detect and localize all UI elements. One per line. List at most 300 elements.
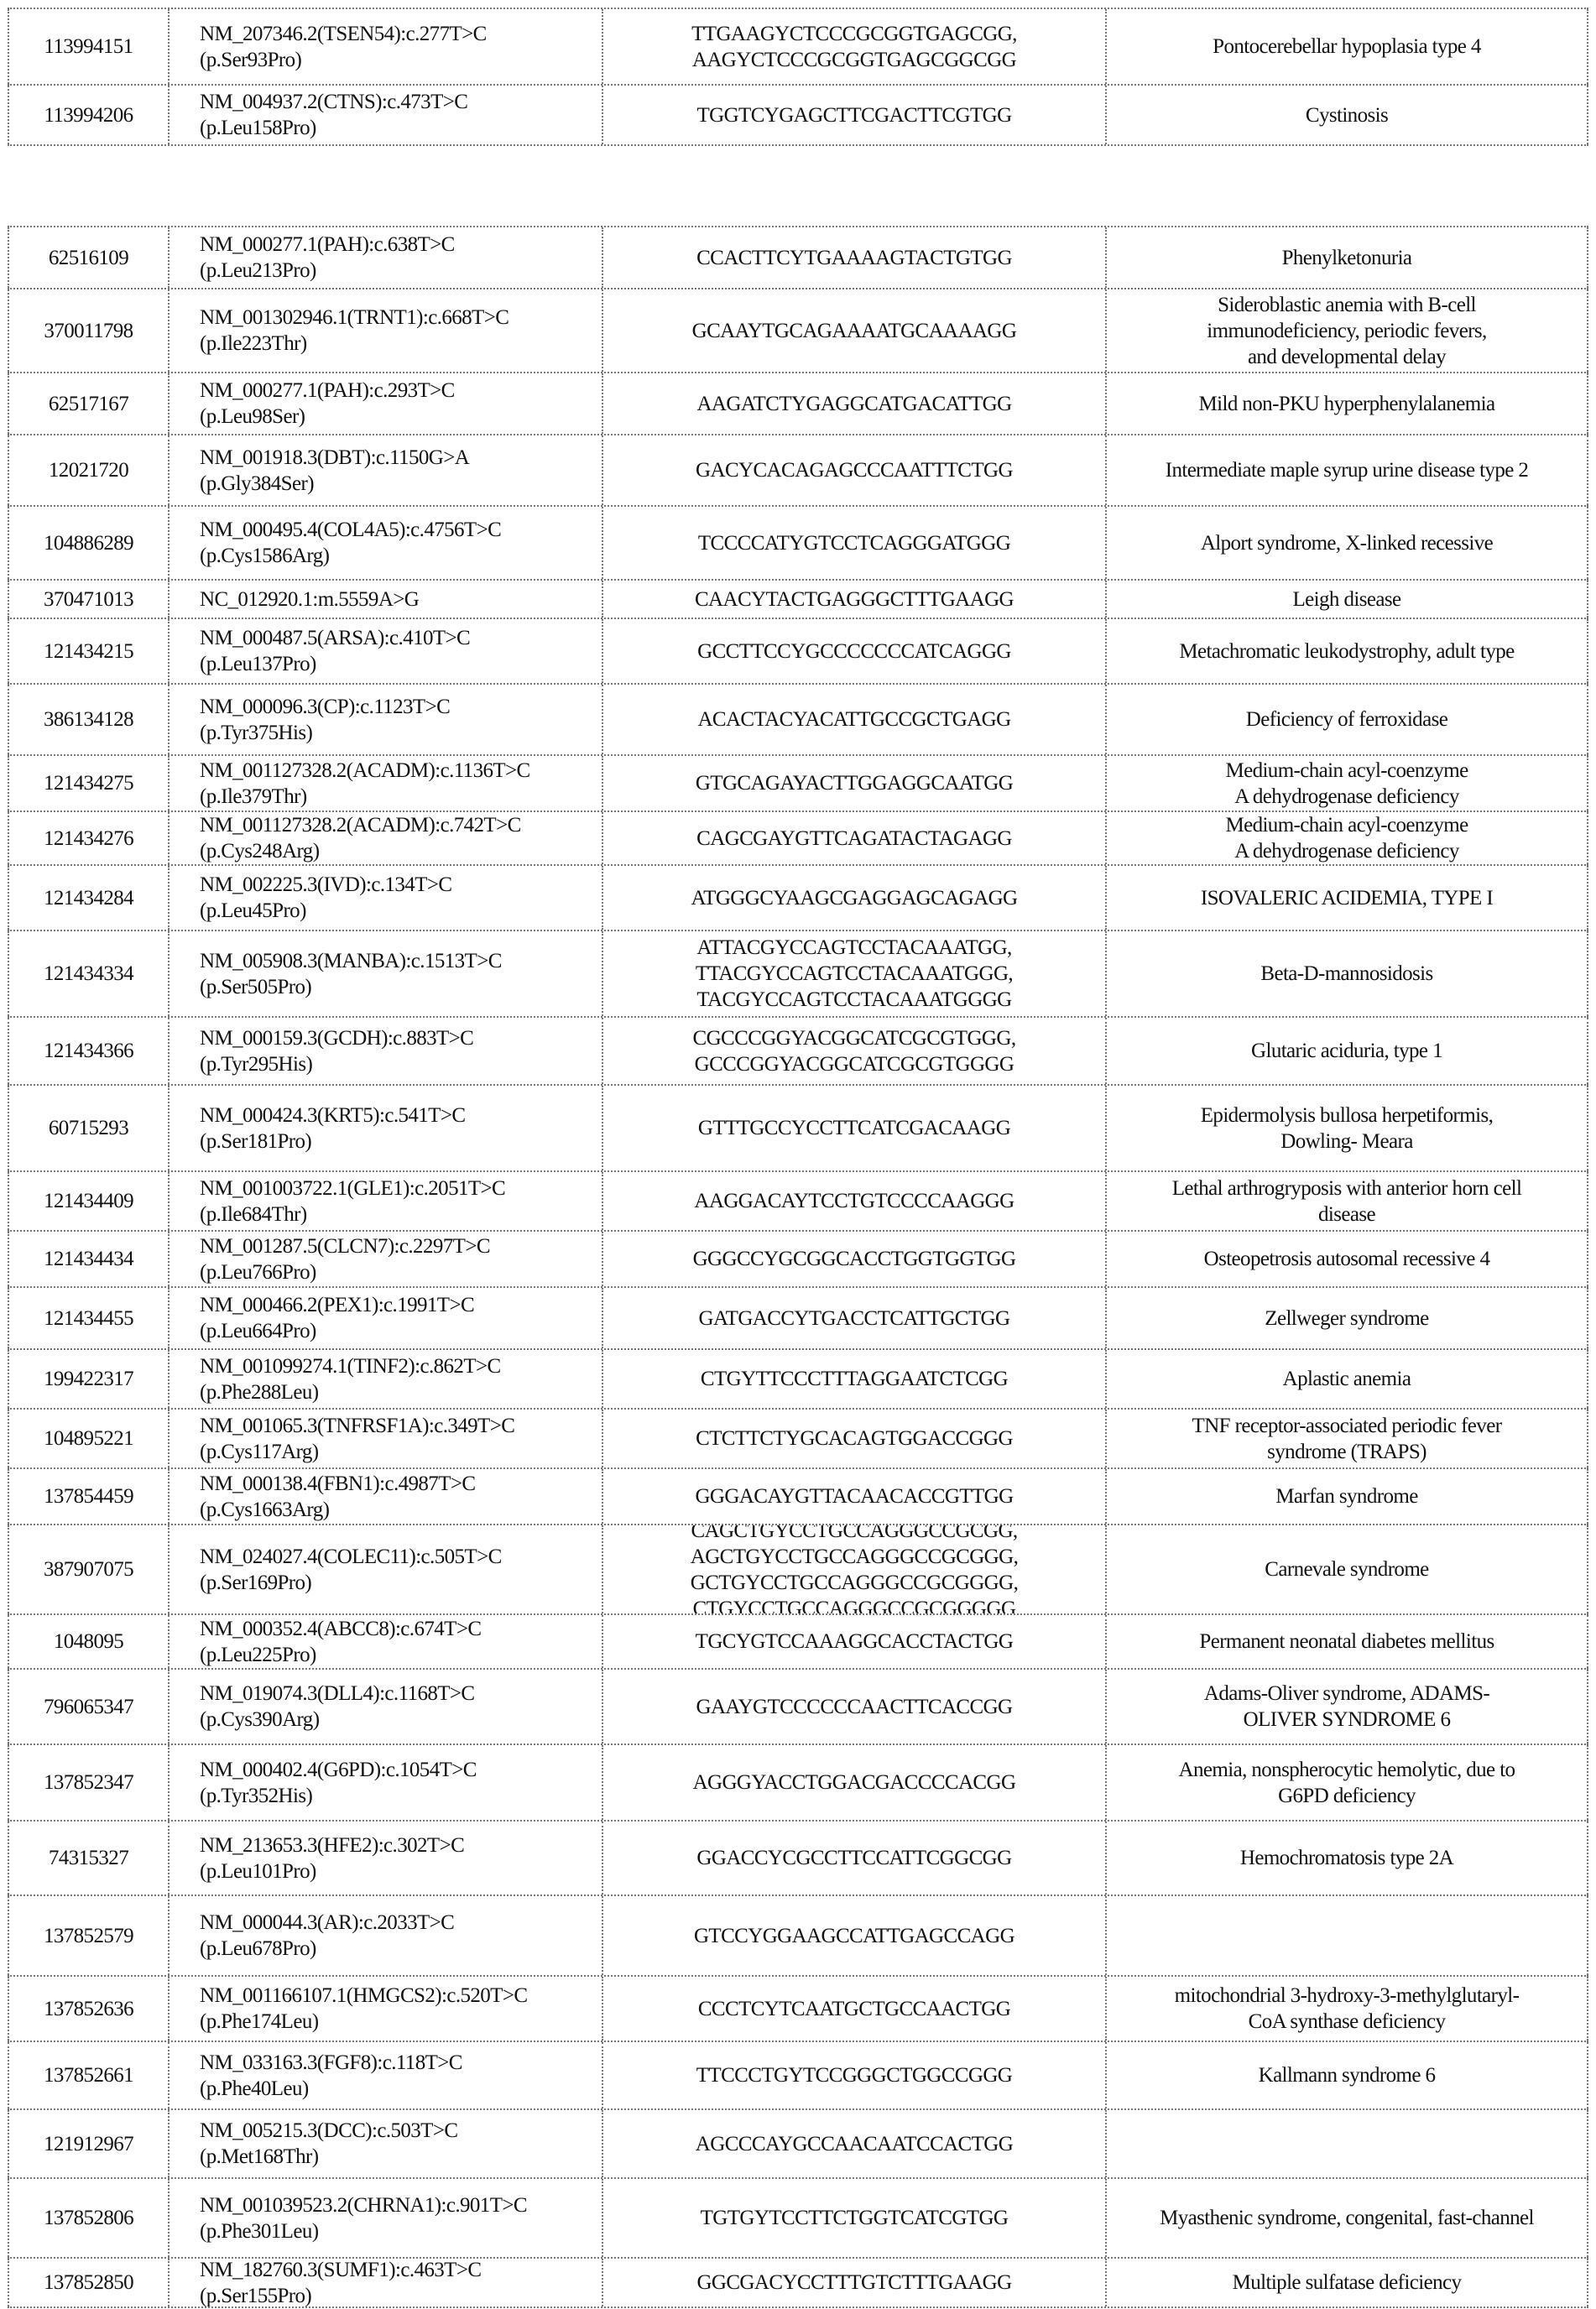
guide-sequence-cell-line: GGACCYCGCCTTCCATTCGGCGG: [696, 1845, 1011, 1871]
guide-sequence-cell-line: AAGGACAYTCCTGTCCCCAAGGG: [694, 1188, 1014, 1214]
variant-cell-line: NM_005215.3(DCC):c.503T>C: [200, 2118, 457, 2144]
rs-id-cell-text: 121434334: [44, 961, 133, 987]
disease-cell-line: Glutaric aciduria, type 1: [1251, 1038, 1442, 1064]
rs-id-cell: [8, 685, 168, 754]
table-row: [8, 2108, 1588, 2177]
disease-cell-line: Intermediate maple syrup urine disease type 2: [1166, 457, 1529, 483]
guide-sequence-cell: [602, 1822, 1105, 1895]
variant-cell: [168, 812, 602, 864]
rs-id-cell-text: 387907075: [44, 1556, 133, 1582]
variant-cell-line: NM_000159.3(GCDH):c.883T>C: [200, 1025, 473, 1051]
variant-cell-line: NM_000466.2(PEX1):c.1991T>C: [200, 1292, 474, 1318]
disease-cell-line: immunodeficiency, periodic fevers,: [1207, 318, 1486, 344]
variant-cell-line: (p.Ser505Pro): [200, 974, 311, 1000]
guide-sequence-cell-line: ATGGGCYAAGCGAGGAGCAGAGG: [691, 885, 1018, 911]
rs-id-cell-text: 104895221: [44, 1426, 133, 1452]
rs-id-cell-text: 104886289: [44, 530, 133, 556]
disease-cell: [1105, 373, 1588, 434]
guide-sequence-cell: [602, 1350, 1105, 1408]
variant-cell-line: (p.Ser93Pro): [200, 47, 301, 73]
variant-cell: [168, 1232, 602, 1286]
disease-cell-line: Permanent neonatal diabetes mellitus: [1199, 1629, 1494, 1655]
guide-sequence-cell: [602, 685, 1105, 754]
variant-cell-line: (p.Leu225Pro): [200, 1642, 316, 1668]
variant-cell-line: NM_000402.4(G6PD):c.1054T>C: [200, 1757, 477, 1783]
table-row: [8, 434, 1588, 505]
table-row: [8, 1975, 1588, 2041]
guide-sequence-cell: [602, 2179, 1105, 2257]
variant-cell-line: (p.Phe301Leu): [200, 2218, 318, 2244]
variant-cell: [168, 1670, 602, 1743]
variant-cell: [168, 86, 602, 144]
variant-cell-line: (p.Cys1663Arg): [200, 1497, 329, 1523]
variant-cell: [168, 2179, 602, 2257]
disease-cell: [1105, 1670, 1588, 1743]
guide-sequence-cell: [602, 619, 1105, 683]
disease-cell-line: Multiple sulfatase deficiency: [1233, 2270, 1462, 2296]
disease-cell-line: Phenylketonuria: [1282, 245, 1412, 271]
variant-cell: [168, 866, 602, 930]
disease-cell: [1105, 756, 1588, 810]
guide-sequence-cell-line: TTCCCTGYTCCGGGCTGGCCGGG: [696, 2062, 1013, 2088]
rs-id-cell: [8, 1469, 168, 1524]
guide-sequence-cell: [602, 2042, 1105, 2108]
disease-cell: [1105, 812, 1588, 864]
rs-id-cell: [8, 86, 168, 144]
rs-id-cell: [8, 1670, 168, 1743]
rs-id-cell: [8, 1896, 168, 1975]
disease-cell-line: OLIVER SYNDROME 6: [1244, 1707, 1451, 1733]
variant-cell: [168, 685, 602, 754]
disease-cell: [1105, 685, 1588, 754]
rs-id-cell: [8, 619, 168, 683]
variant-cell-line: NM_019074.3(DLL4):c.1168T>C: [200, 1681, 475, 1707]
rs-id-cell-text: 370471013: [44, 586, 133, 612]
disease-cell: [1105, 1896, 1588, 1975]
guide-sequence-cell: [602, 1469, 1105, 1524]
disease-cell-line: Lethal arthrogryposis with anterior horn cell: [1172, 1175, 1522, 1201]
variant-cell-line: (p.Gly384Ser): [200, 471, 314, 497]
table-row: [8, 1524, 1588, 1613]
rs-id-cell-text: 137852636: [44, 1996, 133, 2022]
rs-id-cell-text: 121434455: [44, 1306, 133, 1332]
rs-id-cell: [8, 1232, 168, 1286]
disease-cell: [1105, 9, 1588, 84]
table-row: [8, 1230, 1588, 1286]
guide-sequence-cell: [602, 2259, 1105, 2306]
guide-sequence-cell: [602, 9, 1105, 84]
table-row: [8, 84, 1588, 146]
disease-cell: [1105, 1172, 1588, 1230]
disease-cell-line: disease: [1318, 1201, 1375, 1227]
variant-cell-line: (p.Leu137Pro): [200, 651, 316, 677]
table-row: [8, 579, 1588, 618]
disease-cell: [1105, 435, 1588, 505]
disease-cell-line: ISOVALERIC ACIDEMIA, TYPE I: [1201, 885, 1493, 911]
guide-sequence-cell: [602, 435, 1105, 505]
disease-cell-line: Medium-chain acyl-coenzyme: [1225, 812, 1468, 838]
variant-cell-line: NM_024027.4(COLEC11):c.505T>C: [200, 1544, 502, 1570]
disease-cell-line: Myasthenic syndrome, congenital, fast-channel: [1160, 2205, 1534, 2231]
rs-id-cell: [8, 1018, 168, 1084]
disease-cell: [1105, 1615, 1588, 1668]
guide-sequence-cell-line: GTGCAGAYACTTGGAGGCAATGG: [696, 770, 1013, 796]
variant-cell-line: NM_001918.3(DBT):c.1150G>A: [200, 445, 469, 471]
guide-sequence-cell: [602, 581, 1105, 618]
variant-cell-line: NM_182760.3(SUMF1):c.463T>C: [200, 2259, 481, 2283]
rs-id-cell: [8, 1525, 168, 1613]
variant-cell-line: (p.Leu213Pro): [200, 258, 316, 284]
table-row: [8, 754, 1588, 810]
variant-cell-line: NM_000277.1(PAH):c.638T>C: [200, 232, 455, 258]
rs-id-cell: [8, 812, 168, 864]
rs-id-cell: [8, 289, 168, 372]
variant-cell: [168, 1822, 602, 1895]
table-row: [8, 2177, 1588, 2257]
disease-cell-line: G6PD deficiency: [1278, 1783, 1416, 1809]
rs-id-cell: [8, 2110, 168, 2177]
variant-cell: [168, 1018, 602, 1084]
rs-id-cell-text: 121434215: [44, 638, 133, 665]
rs-id-cell-text: 137852579: [44, 1923, 133, 1949]
disease-cell-line: Dowling- Meara: [1280, 1128, 1413, 1154]
disease-cell: [1105, 227, 1588, 288]
variant-cell: [168, 373, 602, 434]
rs-id-cell: [8, 373, 168, 434]
rs-id-cell: [8, 1172, 168, 1230]
rs-id-cell: [8, 1410, 168, 1467]
table-row: [8, 288, 1588, 372]
table-row: [8, 226, 1588, 288]
guide-sequence-cell-line: TGGTCYGAGCTTCGACTTCGTGG: [696, 102, 1011, 128]
variant-cell-line: NM_001166107.1(HMGCS2):c.520T>C: [200, 1983, 527, 2009]
guide-sequence-cell: [602, 866, 1105, 930]
variant-cell-line: NM_004937.2(CTNS):c.473T>C: [200, 89, 467, 115]
rs-id-cell-text: 121434409: [44, 1188, 133, 1214]
variant-cell: [168, 1086, 602, 1170]
guide-sequence-cell: [602, 1977, 1105, 2041]
disease-cell: [1105, 1232, 1588, 1286]
variant-cell-line: NM_213653.3(HFE2):c.302T>C: [200, 1832, 464, 1858]
variant-cell-line: NM_005908.3(MANBA):c.1513T>C: [200, 948, 502, 974]
guide-sequence-cell: [602, 227, 1105, 288]
variant-cell-line: (p.Ile223Thr): [200, 331, 307, 357]
disease-cell-line: A dehydrogenase deficiency: [1234, 838, 1459, 864]
variant-cell-line: NM_000352.4(ABCC8):c.674T>C: [200, 1616, 481, 1642]
table-row: [8, 1613, 1588, 1668]
variant-cell-line: (p.Ser181Pro): [200, 1128, 311, 1154]
disease-cell-line: Anemia, nonspherocytic hemolytic, due to: [1179, 1757, 1515, 1783]
guide-sequence-cell-line: GGCGACYCCTTTGTCTTTGAAGG: [696, 2270, 1011, 2296]
disease-cell-line: Leigh disease: [1293, 586, 1401, 612]
rs-id-cell: [8, 435, 168, 505]
guide-sequence-cell: [602, 1232, 1105, 1286]
rs-id-cell: [8, 931, 168, 1016]
disease-cell-line: Marfan syndrome: [1275, 1483, 1417, 1509]
rs-id-cell: [8, 1822, 168, 1895]
table-row: [8, 372, 1588, 434]
variant-cell: [168, 2042, 602, 2108]
guide-sequence-cell-line: TACGYCCAGTCCTACAAATGGGG: [696, 987, 1011, 1013]
guide-sequence-cell-line: CAACYTACTGAGGGCTTTGAAGG: [695, 586, 1014, 612]
table-row: [8, 864, 1588, 930]
variant-cell: [168, 931, 602, 1016]
variant-cell-line: NM_000487.5(ARSA):c.410T>C: [200, 625, 470, 651]
disease-cell: [1105, 2179, 1588, 2257]
rs-id-cell-text: 137852347: [44, 1770, 133, 1796]
disease-cell-line: Medium-chain acyl-coenzyme: [1225, 758, 1468, 784]
guide-sequence-cell-line: TGCYGTCCAAAGGCACCTACTGG: [696, 1629, 1014, 1655]
guide-sequence-cell: [602, 1018, 1105, 1084]
guide-sequence-cell: [602, 1896, 1105, 1975]
disease-cell-line: Alport syndrome, X-linked recessive: [1201, 530, 1493, 556]
rs-id-cell: [8, 866, 168, 930]
disease-cell-line: Hemochromatosis type 2A: [1240, 1845, 1453, 1871]
rs-id-cell-text: 137854459: [44, 1483, 133, 1509]
guide-sequence-cell-line: GCCTTCCYGCCCCCCCATCAGGG: [697, 638, 1011, 665]
variant-cell: [168, 1410, 602, 1467]
variant-cell: [168, 619, 602, 683]
guide-sequence-cell-line: GAAYGTCCCCCCAACTTCACCGG: [696, 1694, 1012, 1720]
variant-cell-line: NM_000495.4(COL4A5):c.4756T>C: [200, 517, 501, 543]
rs-id-cell-text: 370011798: [44, 318, 133, 344]
rs-id-cell: [8, 227, 168, 288]
rs-id-cell: [8, 1086, 168, 1170]
variant-cell: [168, 507, 602, 579]
guide-sequence-cell-line: TTGAAGYCTCCCGCGGTGAGCGG,: [691, 21, 1017, 47]
guide-sequence-cell-line: GTCCYGGAAGCCATTGAGCCAGG: [694, 1923, 1014, 1949]
table-row: [8, 1743, 1588, 1820]
disease-cell-line: and developmental delay: [1248, 344, 1446, 370]
guide-sequence-cell-line: GCAAYTGCAGAAAATGCAAAAGG: [692, 318, 1017, 344]
table-row: [8, 1348, 1588, 1408]
table-row: [8, 1895, 1588, 1975]
variant-cell-line: (p.Cys390Arg): [200, 1707, 319, 1733]
guide-sequence-cell: [602, 1086, 1105, 1170]
table-row: [8, 810, 1588, 864]
variant-cell-line: NM_001127328.2(ACADM):c.1136T>C: [200, 758, 530, 784]
disease-cell-line: Aplastic anemia: [1283, 1366, 1411, 1392]
guide-sequence-cell-line: TCCCCATYGTCCTCAGGGATGGG: [698, 530, 1010, 556]
variant-cell: [168, 1615, 602, 1668]
disease-cell: [1105, 1288, 1588, 1348]
variant-cell-line: (p.Leu678Pro): [200, 1936, 316, 1962]
variant-cell-line: (p.Leu98Ser): [200, 404, 305, 430]
disease-cell: [1105, 1086, 1588, 1170]
disease-cell: [1105, 866, 1588, 930]
table-row: [8, 683, 1588, 754]
variant-cell-line: NM_002225.3(IVD):c.134T>C: [200, 872, 451, 898]
table-row: [8, 1170, 1588, 1230]
variant-cell-line: NM_001065.3(TNFRSF1A):c.349T>C: [200, 1413, 514, 1439]
guide-sequence-cell-line: GATGACCYTGACCTCATTGCTGG: [699, 1306, 1010, 1332]
disease-cell: [1105, 581, 1588, 618]
disease-cell: [1105, 289, 1588, 372]
variant-cell-line: (p.Cys248Arg): [200, 838, 319, 864]
rs-id-cell: [8, 1977, 168, 2041]
variant-cell: [168, 1745, 602, 1820]
variant-cell: [168, 1172, 602, 1230]
variant-cell-line: (p.Leu158Pro): [200, 115, 316, 141]
guide-sequence-cell: [602, 1615, 1105, 1668]
table-row: [8, 1286, 1588, 1348]
table-row: [8, 2041, 1588, 2108]
guide-sequence-cell-line: AGCTGYCCTGCCAGGGCCGCGGG,: [691, 1544, 1019, 1570]
guide-sequence-cell: [602, 86, 1105, 144]
variant-cell-line: (p.Phe288Leu): [200, 1379, 318, 1405]
variant-cell: [168, 1525, 602, 1613]
disease-cell: [1105, 1525, 1588, 1613]
variant-cell: [168, 1896, 602, 1975]
rs-id-cell-text: 113994206: [44, 102, 133, 128]
rs-id-cell-text: 199422317: [44, 1366, 133, 1392]
table-row: [8, 505, 1588, 579]
disease-cell-line: Epidermolysis bullosa herpetiformis,: [1201, 1102, 1493, 1128]
disease-cell-line: mitochondrial 3-hydroxy-3-methylglutaryl-: [1175, 1983, 1520, 2009]
guide-sequence-cell: [602, 1288, 1105, 1348]
variant-cell-line: (p.Tyr375His): [200, 720, 312, 746]
disease-cell-line: Kallmann syndrome 6: [1259, 2062, 1436, 2088]
disease-cell: [1105, 86, 1588, 144]
rs-id-cell: [8, 1615, 168, 1668]
disease-cell-line: syndrome (TRAPS): [1267, 1439, 1426, 1465]
guide-sequence-cell-line: TGTGYTCCTTCTGGTCATCGTGG: [701, 2205, 1009, 2231]
variant-cell: [168, 1977, 602, 2041]
variant-cell-line: NM_000424.3(KRT5):c.541T>C: [200, 1102, 465, 1128]
variant-cell-line: NM_001287.5(CLCN7):c.2297T>C: [200, 1233, 490, 1259]
variant-cell-line: (p.Phe174Leu): [200, 2009, 318, 2035]
guide-sequence-cell: [602, 1745, 1105, 1820]
guide-sequence-cell-line: GGGACAYGTTACAACACCGTTGG: [695, 1483, 1013, 1509]
disease-cell-line: Metachromatic leukodystrophy, adult type: [1179, 638, 1514, 665]
rs-id-cell-text: 74315327: [49, 1845, 128, 1871]
rs-id-cell-text: 137852661: [44, 2062, 133, 2088]
disease-cell: [1105, 1350, 1588, 1408]
table-row: [8, 1668, 1588, 1743]
rs-id-cell-text: 137852850: [44, 2270, 133, 2296]
variant-cell: [168, 756, 602, 810]
guide-sequence-cell-line: TTACGYCCAGTCCTACAAATGGG,: [696, 961, 1013, 987]
variant-cell-line: NM_001039523.2(CHRNA1):c.901T>C: [200, 2192, 527, 2218]
disease-cell: [1105, 1822, 1588, 1895]
rs-id-cell-text: 137852806: [44, 2205, 133, 2231]
rs-id-cell: [8, 2179, 168, 2257]
disease-cell: [1105, 2259, 1588, 2306]
disease-cell-line: Cystinosis: [1306, 102, 1388, 128]
variant-cell-line: (p.Tyr295His): [200, 1051, 312, 1077]
variant-cell: [168, 581, 602, 618]
table-row: [8, 930, 1588, 1016]
rs-id-cell-text: 121434275: [44, 770, 133, 796]
guide-sequence-cell-line: ATTACGYCCAGTCCTACAAATGG,: [696, 935, 1011, 961]
disease-cell-line: TNF receptor-associated periodic fever: [1192, 1413, 1502, 1439]
disease-cell-line: Pontocerebellar hypoplasia type 4: [1213, 34, 1481, 60]
rs-id-cell-text: 113994151: [44, 34, 133, 60]
variant-cell-line: NM_000044.3(AR):c.2033T>C: [200, 1910, 454, 1936]
variant-cell-line: NM_001127328.2(ACADM):c.742T>C: [200, 812, 521, 838]
table-row: [8, 1408, 1588, 1467]
rs-id-cell: [8, 2042, 168, 2108]
guide-sequence-cell-line: GTTTGCCYCCTTCATCGACAAGG: [698, 1115, 1010, 1141]
variant-cell: [168, 435, 602, 505]
variant-cell-line: NM_000277.1(PAH):c.293T>C: [200, 378, 455, 404]
rs-id-cell-text: 62516109: [49, 245, 128, 271]
guide-sequence-cell: [602, 931, 1105, 1016]
variant-cell-line: (p.Leu101Pro): [200, 1858, 316, 1884]
guide-sequence-cell: [602, 1670, 1105, 1743]
guide-sequence-cell: [602, 2110, 1105, 2177]
guide-sequence-cell: [602, 373, 1105, 434]
variant-cell-line: NM_001003722.1(GLE1):c.2051T>C: [200, 1175, 505, 1201]
disease-cell: [1105, 1745, 1588, 1820]
table-row: [8, 1820, 1588, 1895]
disease-cell: [1105, 619, 1588, 683]
table-row: [8, 8, 1588, 84]
rs-id-cell-text: 121434276: [44, 826, 133, 852]
disease-cell-line: Deficiency of ferroxidase: [1246, 706, 1447, 732]
disease-cell: [1105, 931, 1588, 1016]
table-row: [8, 1084, 1588, 1170]
guide-sequence-cell-line: CAGCTGYCCTGCCAGGGCCGCGG,: [691, 1525, 1017, 1544]
disease-cell-line: Osteopetrosis autosomal recessive 4: [1204, 1246, 1490, 1272]
variant-cell-line: (p.Cys117Arg): [200, 1439, 319, 1465]
variant-cell-line: (p.Ser155Pro): [200, 2283, 311, 2307]
rs-id-cell-text: 60715293: [49, 1115, 128, 1141]
rs-id-cell: [8, 756, 168, 810]
variant-cell: [168, 1469, 602, 1524]
rs-id-cell-text: 121434366: [44, 1038, 133, 1064]
variant-cell-line: (p.Leu45Pro): [200, 898, 306, 924]
guide-sequence-cell: [602, 289, 1105, 372]
rs-id-cell-text: 121434434: [44, 1246, 133, 1272]
disease-cell: [1105, 507, 1588, 579]
rs-id-cell: [8, 1288, 168, 1348]
disease-cell: [1105, 1469, 1588, 1524]
rs-id-cell: [8, 1350, 168, 1408]
variant-cell-line: (p.Ile684Thr): [200, 1201, 307, 1227]
rs-id-cell: [8, 581, 168, 618]
disease-cell: [1105, 1018, 1588, 1084]
variant-cell-line: (p.Tyr352His): [200, 1783, 312, 1809]
guide-sequence-cell-line: CAGCGAYGTTCAGATACTAGAGG: [696, 826, 1012, 852]
variant-cell-line: (p.Met168Thr): [200, 2144, 318, 2170]
guide-sequence-cell: [602, 756, 1105, 810]
variant-cell-line: NM_207346.2(TSEN54):c.277T>C: [200, 21, 487, 47]
disease-cell-line: Beta-D-mannosidosis: [1260, 961, 1432, 987]
variant-cell-line: (p.Ser169Pro): [200, 1570, 311, 1596]
variant-cell-line: (p.Cys1586Arg): [200, 543, 329, 569]
rs-id-cell-text: 796065347: [44, 1694, 133, 1720]
rs-id-cell: [8, 507, 168, 579]
guide-sequence-cell: [602, 1525, 1105, 1613]
disease-cell-line: A dehydrogenase deficiency: [1234, 784, 1459, 810]
table-row: [8, 1016, 1588, 1084]
variant-cell: [168, 1350, 602, 1408]
variant-cell-line: NM_001099274.1(TINF2):c.862T>C: [200, 1353, 501, 1379]
variant-cell: [168, 1288, 602, 1348]
rs-id-cell-text: 121434284: [44, 885, 133, 911]
guide-sequence-cell-line: CCACTTCYTGAAAAGTACTGTGG: [696, 245, 1012, 271]
guide-sequence-cell-line: AAGATCTYGAGGCATGACATTGG: [696, 391, 1011, 417]
guide-sequence-cell-line: GCCCGGYACGGCATCGCGTGGGG: [695, 1051, 1014, 1077]
variant-cell-line: NC_012920.1:m.5559A>G: [200, 586, 419, 612]
disease-cell-line: Carnevale syndrome: [1265, 1556, 1428, 1582]
table-row: [8, 618, 1588, 683]
rs-id-cell: [8, 2259, 168, 2306]
rs-id-cell-text: 62517167: [49, 391, 128, 417]
variant-cell-line: (p.Phe40Leu): [200, 2076, 309, 2102]
rs-id-cell-text: 386134128: [44, 706, 133, 732]
